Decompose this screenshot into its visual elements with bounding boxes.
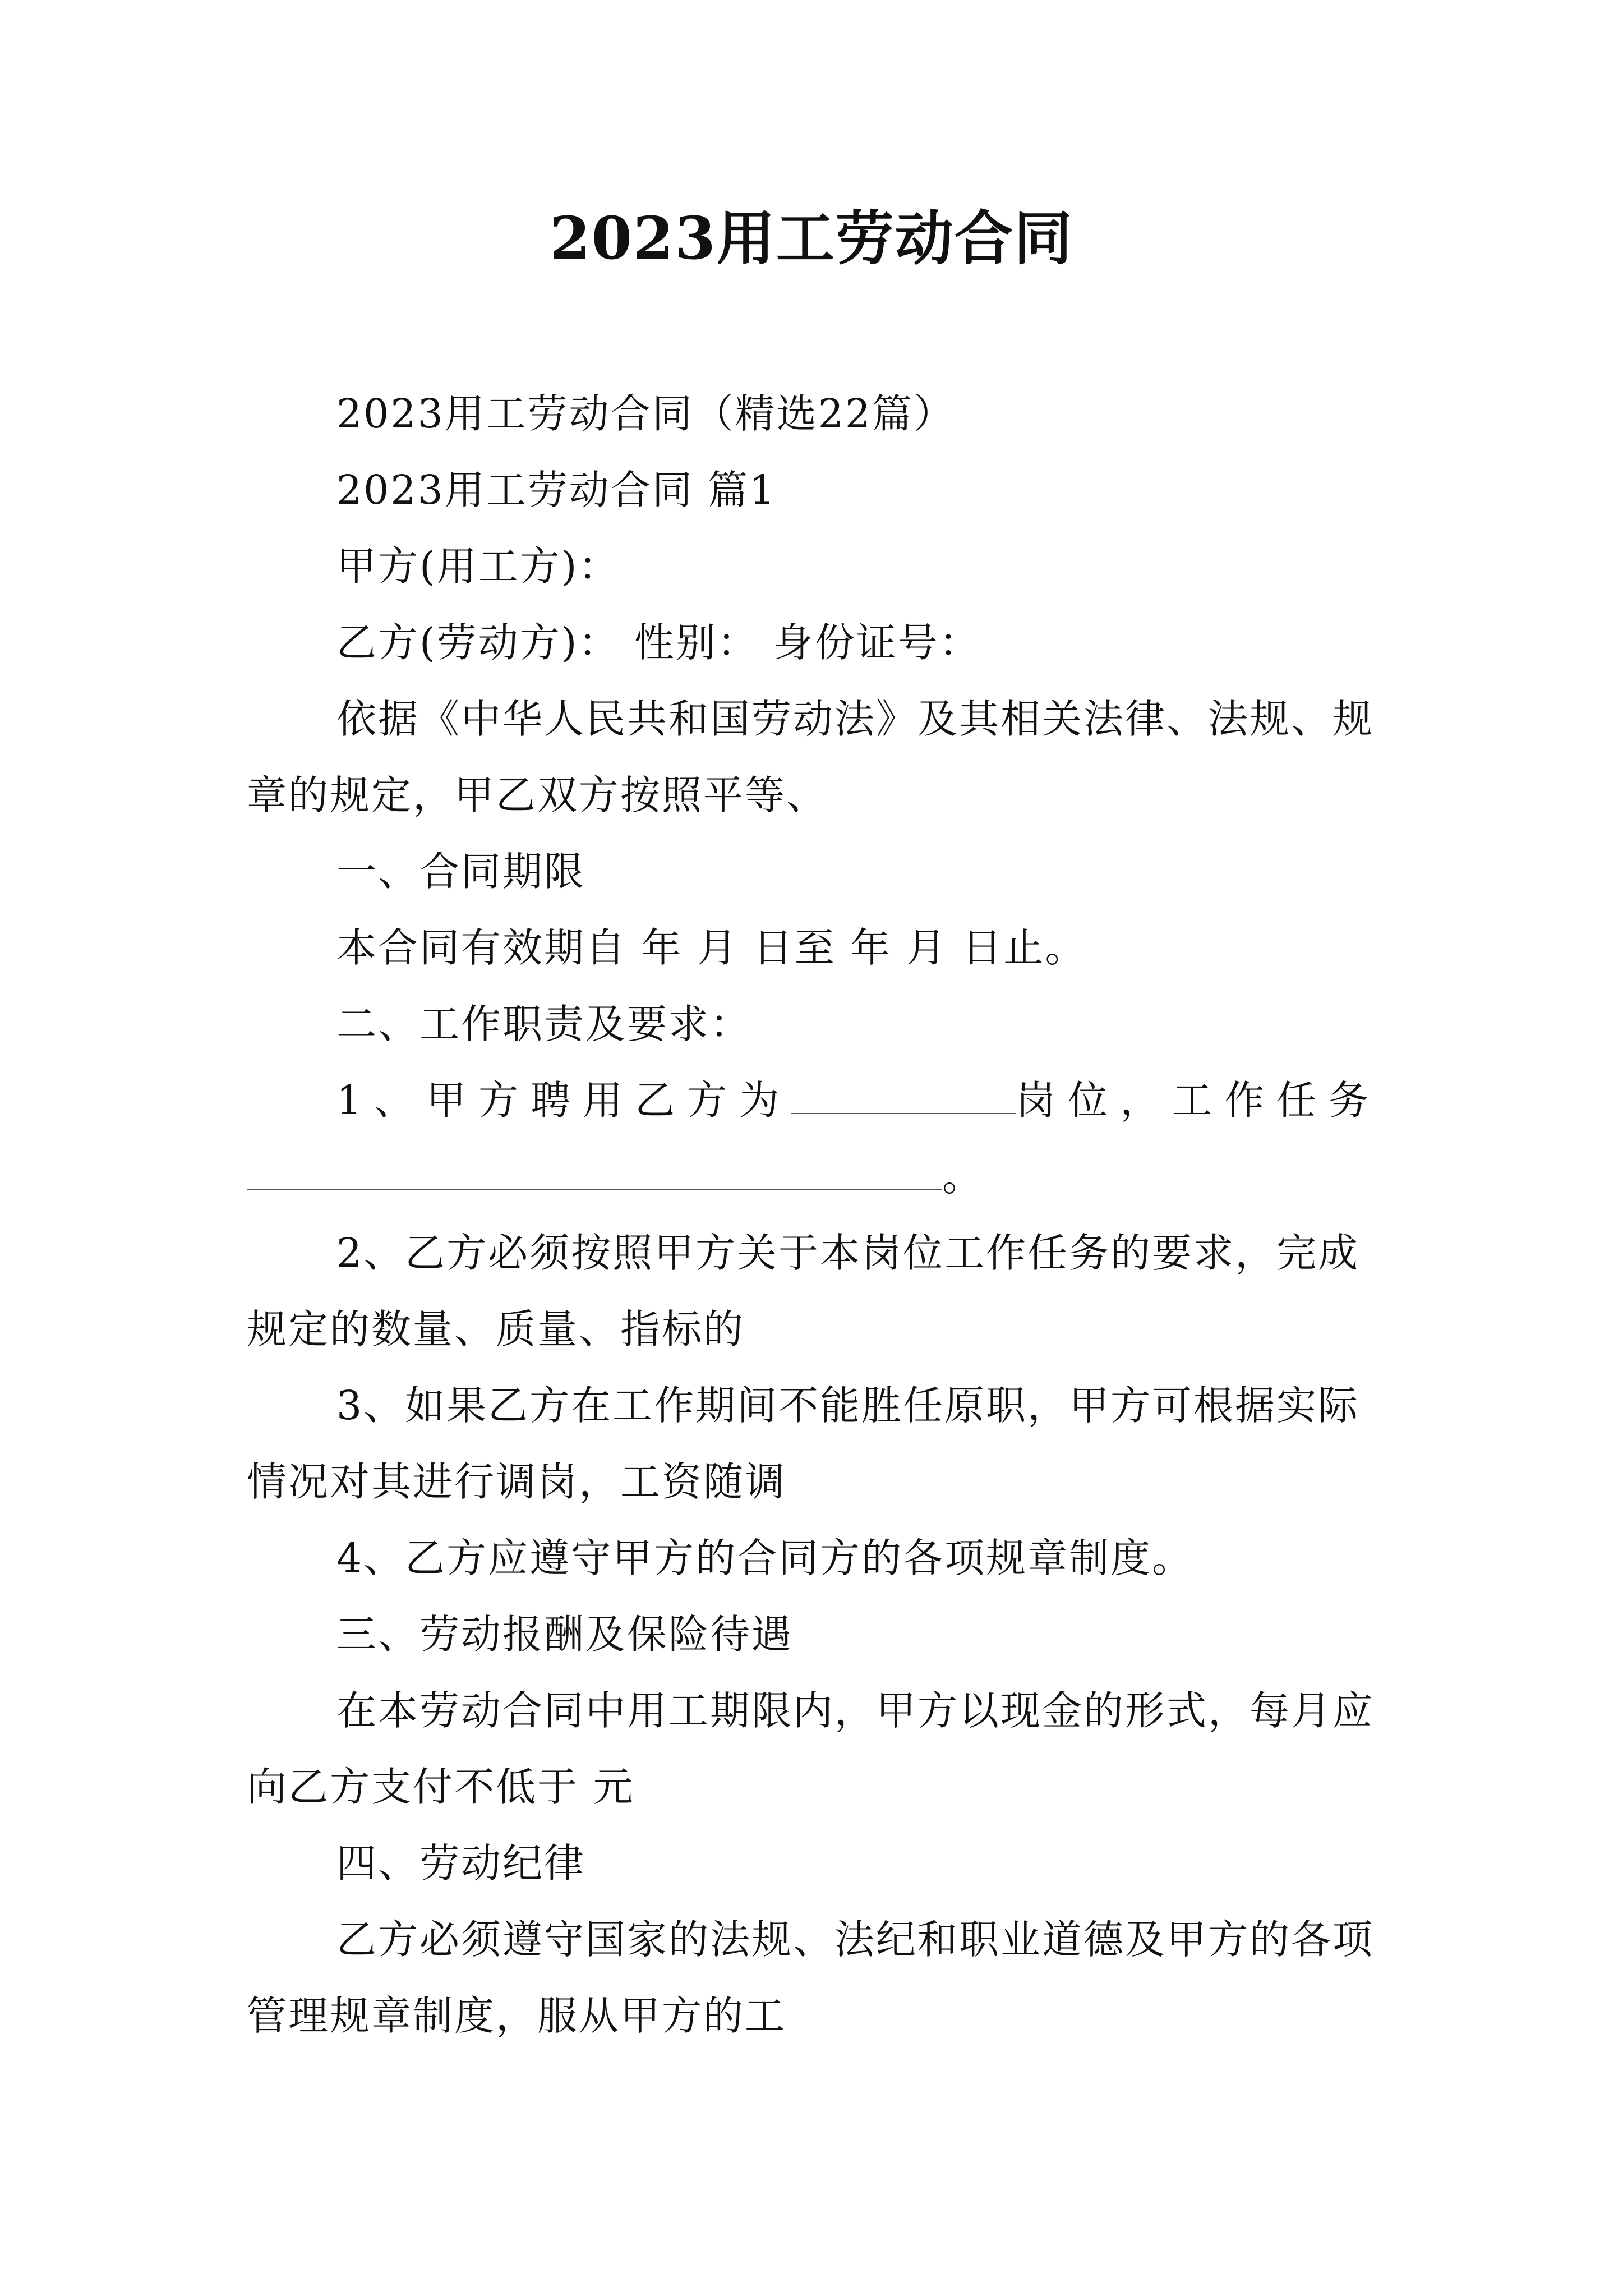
paragraph-duty-1 [247,1062,1385,1215]
paragraph-term-heading: 一、合同期限 [336,848,586,895]
document-body [247,376,1385,2054]
paragraph-duty-3: 3、如果乙方在工作期间不能胜任原职，甲方可根据实际情况对其进行调岗，工资随调 [247,1382,1360,1505]
duty-1-text-a: 1、甲方聘用乙方为 [336,1077,792,1124]
position-blank [791,1079,1016,1114]
paragraph-duty-4: 4、乙方应遵守甲方的合同方的各项规章制度。 [336,1535,1194,1581]
document-title: 2023用工劳动合同 [550,204,1073,273]
paragraph-subtitle: 2023用工劳动合同（精选22篇） [336,390,956,437]
paragraph-party-b: 乙方(劳动方)： 性别： 身份证号： [336,619,981,666]
task-blank [247,1156,942,1190]
paragraph-pay-heading: 三、劳动报酬及保险待遇 [336,1611,794,1658]
paragraph-section-heading: 2023用工劳动合同 篇1 [336,467,777,513]
paragraph-term-text: 本合同有效期自 年 月 日至 年 月 日止。 [336,924,1087,971]
duty-1-text-c: 。 [942,1153,984,1200]
paragraph-discipline-heading: 四、劳动纪律 [336,1840,586,1887]
paragraph-legal-basis: 依据《中华人民共和国劳动法》及其相关法律、法规、规章的规定，甲乙双方按照平等、 [247,696,1375,818]
paragraph-pay-text: 在本劳动合同中用工期限内，甲方以现金的形式，每月应向乙方支付不低于 元 [247,1687,1375,1810]
paragraph-party-a: 甲方(用工方)： [336,543,620,590]
paragraph-duties-heading: 二、工作职责及要求： [336,1001,752,1047]
duty-1-text-b: 岗位，工作任务 [1016,1077,1381,1124]
paragraph-duty-2: 2、乙方必须按照甲方关于本岗位工作任务的要求，完成规定的数量、质量、指标的 [247,1230,1360,1352]
paragraph-discipline-text: 乙方必须遵守国家的法规、法纪和职业道德及甲方的各项管理规章制度，服从甲方的工 [247,1916,1375,2039]
